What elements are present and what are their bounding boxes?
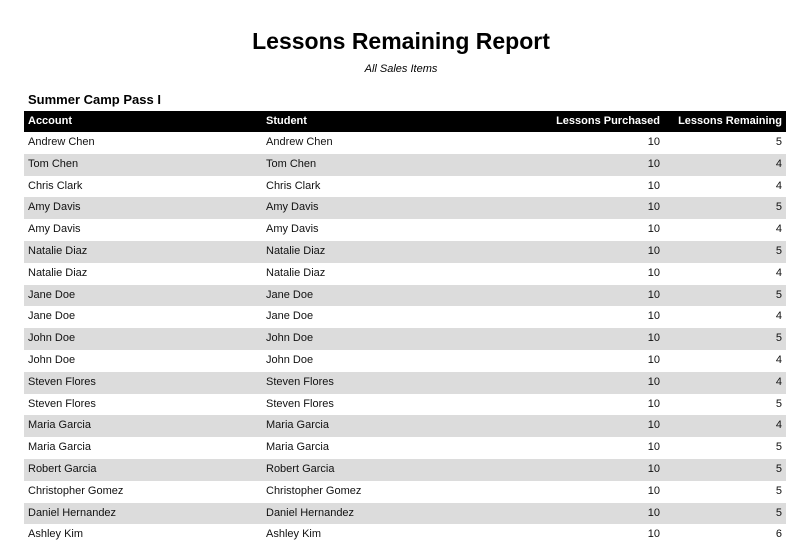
table-row bbox=[24, 154, 786, 176]
table-row bbox=[24, 524, 786, 546]
cell-student: John Doe bbox=[262, 328, 502, 350]
cell-student: Christopher Gomez bbox=[266, 484, 362, 497]
report-subtitle: All Sales Items bbox=[364, 63, 438, 75]
cell-account: Natalie Diaz bbox=[24, 241, 262, 263]
table-row bbox=[24, 219, 786, 241]
cell-lessons-purchased: 10 bbox=[647, 353, 660, 366]
header-student: Student bbox=[262, 111, 502, 132]
table-row bbox=[24, 285, 786, 307]
table-row bbox=[24, 306, 786, 328]
table-row bbox=[24, 176, 786, 198]
table-row bbox=[24, 132, 786, 154]
table-row bbox=[24, 328, 786, 350]
cell-lessons-remaining: 5 bbox=[775, 441, 782, 454]
cell-account: John Doe bbox=[24, 328, 262, 350]
cell-student: Steven Flores bbox=[262, 372, 502, 394]
cell-student: Maria Garcia bbox=[266, 441, 329, 454]
cell-student: Natalie Diaz bbox=[266, 266, 326, 279]
header-lessons-remaining: Lessons Remaining bbox=[664, 111, 786, 132]
cell-student: Natalie Diaz bbox=[262, 241, 502, 263]
table-row bbox=[24, 481, 786, 503]
cell-lessons-purchased: 10 bbox=[502, 503, 664, 525]
cell-lessons-purchased: 10 bbox=[647, 266, 660, 279]
header-account: Account bbox=[24, 111, 262, 132]
cell-account: Daniel Hernandez bbox=[24, 503, 262, 525]
table-row bbox=[24, 372, 786, 394]
cell-lessons-remaining: 5 bbox=[664, 503, 786, 525]
cell-lessons-purchased: 10 bbox=[502, 459, 664, 481]
cell-lessons-purchased: 10 bbox=[502, 154, 664, 176]
section-title: Summer Camp Pass I bbox=[28, 92, 161, 107]
cell-lessons-purchased: 10 bbox=[647, 310, 660, 323]
table-row bbox=[24, 394, 786, 416]
table-row bbox=[24, 263, 786, 285]
cell-student: Amy Davis bbox=[262, 197, 502, 219]
cell-account: Jane Doe bbox=[28, 310, 76, 323]
table-row bbox=[24, 241, 786, 263]
table-row bbox=[24, 437, 786, 459]
cell-student: Tom Chen bbox=[262, 154, 502, 176]
cell-account: Chris Clark bbox=[28, 179, 83, 192]
cell-lessons-remaining: 5 bbox=[664, 328, 786, 350]
cell-lessons-remaining: 5 bbox=[664, 197, 786, 219]
cell-lessons-purchased: 10 bbox=[502, 197, 664, 219]
cell-lessons-purchased: 10 bbox=[502, 285, 664, 307]
cell-lessons-remaining: 5 bbox=[775, 484, 782, 497]
cell-account: Steven Flores bbox=[24, 372, 262, 394]
table-row bbox=[24, 459, 786, 481]
cell-lessons-purchased: 10 bbox=[647, 136, 660, 148]
cell-student: Maria Garcia bbox=[262, 415, 502, 437]
cell-account: Natalie Diaz bbox=[28, 266, 88, 279]
cell-account: Ashley Kim bbox=[28, 528, 84, 541]
table-body bbox=[24, 132, 786, 546]
cell-lessons-purchased: 10 bbox=[502, 328, 664, 350]
cell-student: Jane Doe bbox=[266, 310, 314, 323]
cell-lessons-remaining: 5 bbox=[775, 136, 782, 148]
cell-lessons-remaining: 5 bbox=[664, 459, 786, 481]
cell-lessons-remaining: 4 bbox=[664, 154, 786, 176]
cell-lessons-remaining: 5 bbox=[664, 285, 786, 307]
table-row bbox=[24, 415, 786, 437]
cell-account: Amy Davis bbox=[24, 197, 262, 219]
cell-lessons-purchased: 10 bbox=[502, 415, 664, 437]
cell-lessons-purchased: 10 bbox=[502, 241, 664, 263]
cell-lessons-purchased: 10 bbox=[647, 397, 660, 410]
cell-student: Steven Flores bbox=[266, 397, 334, 410]
cell-lessons-remaining: 4 bbox=[775, 179, 782, 192]
table-row bbox=[24, 350, 786, 372]
cell-lessons-purchased: 10 bbox=[647, 223, 660, 236]
cell-student: Ashley Kim bbox=[266, 528, 322, 541]
cell-account: Robert Garcia bbox=[24, 459, 262, 481]
cell-student: Jane Doe bbox=[262, 285, 502, 307]
cell-account: Maria Garcia bbox=[28, 441, 91, 454]
cell-student: Andrew Chen bbox=[266, 136, 333, 148]
cell-lessons-purchased: 10 bbox=[647, 441, 660, 454]
cell-lessons-remaining: 4 bbox=[775, 310, 782, 323]
header-lessons-purchased: Lessons Purchased bbox=[502, 111, 664, 132]
cell-lessons-remaining: 4 bbox=[664, 415, 786, 437]
cell-lessons-purchased: 10 bbox=[647, 528, 660, 541]
cell-student: Chris Clark bbox=[266, 179, 321, 192]
cell-lessons-remaining: 5 bbox=[664, 241, 786, 263]
cell-lessons-remaining: 4 bbox=[664, 372, 786, 394]
cell-account: John Doe bbox=[28, 353, 76, 366]
cell-account: Maria Garcia bbox=[24, 415, 262, 437]
cell-lessons-remaining: 4 bbox=[775, 266, 782, 279]
cell-lessons-purchased: 10 bbox=[647, 484, 660, 497]
report-title: Lessons Remaining Report bbox=[252, 28, 550, 54]
cell-account: Andrew Chen bbox=[28, 136, 95, 148]
cell-lessons-purchased: 10 bbox=[647, 179, 660, 192]
cell-lessons-remaining: 6 bbox=[775, 528, 782, 541]
table-row bbox=[24, 503, 786, 525]
cell-student: John Doe bbox=[266, 353, 314, 366]
cell-student: Amy Davis bbox=[266, 223, 319, 236]
table-row bbox=[24, 197, 786, 219]
cell-account: Steven Flores bbox=[28, 397, 96, 410]
cell-account: Tom Chen bbox=[24, 154, 262, 176]
cell-account: Christopher Gomez bbox=[28, 484, 124, 497]
table-header-row bbox=[24, 111, 786, 132]
cell-account: Amy Davis bbox=[28, 223, 81, 236]
cell-lessons-purchased: 10 bbox=[502, 372, 664, 394]
cell-lessons-remaining: 4 bbox=[775, 353, 782, 366]
cell-account: Jane Doe bbox=[24, 285, 262, 307]
cell-student: Robert Garcia bbox=[262, 459, 502, 481]
cell-lessons-remaining: 5 bbox=[775, 397, 782, 410]
cell-student: Daniel Hernandez bbox=[262, 503, 502, 525]
lessons-table bbox=[24, 111, 786, 546]
cell-lessons-remaining: 4 bbox=[775, 223, 782, 236]
